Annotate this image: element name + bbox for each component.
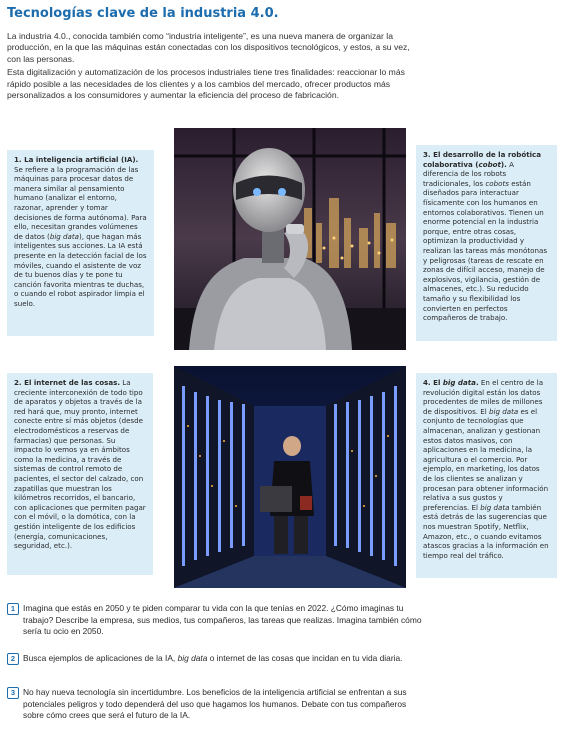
activity-2 — [7, 653, 422, 665]
activity-text: No hay nueva tecnología sin incertidumbre. Los beneficios de la inteligencia artificial se enfrentan a sus potenciales peligros y todo dependerá del uso que hagamos los humanos. Debate con tus compañeros sobre cómo crees que será el futuro de la IA. — [23, 687, 407, 720]
activity-number-badge: 3 — [7, 687, 19, 699]
cobot-box-italic: cobots — [485, 178, 509, 188]
bigdata-box-italic-1: big data — [489, 406, 519, 416]
activity-text-part-2: o internet de las cosas que incidan en tu vida diaria. — [207, 653, 403, 663]
intro-text — [7, 31, 415, 103]
cobot-box — [416, 145, 557, 341]
robot-photo — [174, 128, 406, 350]
iot-box — [7, 373, 153, 575]
activity-text-part-1: Busca ejemplos de aplicaciones de la IA, — [23, 653, 178, 663]
cobot-box-text-2: están diseñados para interactuar físicamente con los humanos en entornos colaborativos. Tienen un enorme potencial en la industria porque, entre otras cosas, optimizan la productividad y realizan las tareas más monótonas y peligrosas (tareas de rescate en zonas de difícil acceso, manejo de explosivos, vigilancia, gestión de almacenes, etc.). Su reducido tamaño y su flexibilidad los convierten en perfectos compañeros de trabajo. — [423, 178, 548, 323]
activity-number-badge: 1 — [7, 603, 19, 615]
cobot-box-heading: 3. El desarrollo de la robótica colaborativa ( — [423, 150, 542, 169]
activity-text — [23, 653, 422, 665]
iot-box-heading: 2. El internet de las cosas. — [14, 378, 121, 387]
activity-3 — [7, 687, 422, 722]
bigdata-box — [416, 373, 557, 578]
bigdata-box-text-2: es el conjunto de tecnologías que almacenan, analizan y gestionan estos datos masivos, con aplicaciones en la medicina, la agricultura o el comercio. Por ejemplo, en marketing, los datos de los clientes se analizan y procesan para obtener información relativa a sus gustos y preferencias. El — [423, 406, 549, 512]
cobot-box-heading-italic: cobot — [478, 159, 501, 169]
activity-1 — [7, 603, 422, 638]
cobot-box-text-1: A diferencia de los robots tradicionales, los — [423, 159, 514, 188]
cobot-box-heading-end: ). — [500, 159, 507, 169]
ai-box-text-2: ), que hagan más inteligentes sus acciones. La IA está presente en la detección facial de los móviles, cuando el asistente de voz de tu buenos días y te pone tu canción favorita mientras te duchas, o cuando el robot aspirador limpia el suelo. — [14, 231, 147, 308]
ai-box-italic: big data — [49, 231, 80, 241]
iot-box-text: La creciente interconexión de todo tipo de aparatos y objetos a través de la red hará que, muy pronto, internet conecte entre sí más objetos (desde electrodomésticos a reservas de farmacias) que personas. Su impacto lo vemos ya en ámbitos como la medicina, a través de sistemas de control remoto de pacientes, el sector del calzado, con zapatillas que muestran los kilómetros recorridos, el bancario, con aplicaciones que permiten pagar con el móvil, o la domótica, con la gestión inteligente de los edificios (energía, comunicaciones, seguridad, etc.). — [14, 378, 146, 551]
bigdata-box-italic-2: big data — [480, 502, 510, 512]
ai-box — [7, 150, 154, 336]
bigdata-box-heading-italic: big data — [442, 378, 476, 387]
intro-paragraph-1: La industria 4.0., conocida también como “industria inteligente”, es una nueva manera de organizar la producción, en la que las máquinas están conectadas con los dispositivos tecnológicos, y estos, a su vez, con las personas. — [7, 31, 410, 64]
activity-text-italic: big data — [177, 653, 208, 663]
activity-number-badge: 2 — [7, 653, 19, 665]
ai-box-heading: 1. La inteligencia artificial (IA). — [14, 155, 139, 164]
activity-text: Imagina que estás en 2050 y te piden comparar tu vida con la que tenías en 2022. ¿Cómo imaginas tu trabajo? Describe la empresa, sus medios, tus compañeros, las tareas que realizas. Imagina también cómo sería tu ocio en 2050. — [23, 603, 422, 636]
datacenter-photo — [174, 366, 406, 588]
bigdata-box-heading-end: . — [475, 378, 479, 387]
bigdata-box-text-3: también está detrás de las sugerencias que nos muestran Spotify, Netflix, Amazon, etc., o cuando evitamos atascos gracias a la información en tiempo real del tráfico. — [423, 502, 549, 560]
ai-box-text-1: Se refiere a la programación de las máquinas para procesar datos de manera similar al pensamiento humano (analizar el entorno, razonar, aprender y tomar decisiones de forma autónoma). Para ello, necesitan grandes volúmenes de datos ( — [14, 164, 147, 241]
bigdata-box-heading: 4. El — [423, 378, 443, 387]
intro-paragraph-2: Esta digitalización y automatización de los procesos industriales tiene tres finalidades: reaccionar lo más rápido posible a las necesidades de los clientes y a los cambios del mercado, ofrecer productos más personalizados a los consumidores y aumentar la eficiencia del proceso de fabricación. — [7, 67, 405, 101]
page-title: Tecnologías clave de la industria 4.0. — [7, 6, 279, 21]
bigdata-box-text-1: En el centro de la revolución digital están los datos procedentes de miles de millones de dispositivos. El — [423, 378, 544, 416]
